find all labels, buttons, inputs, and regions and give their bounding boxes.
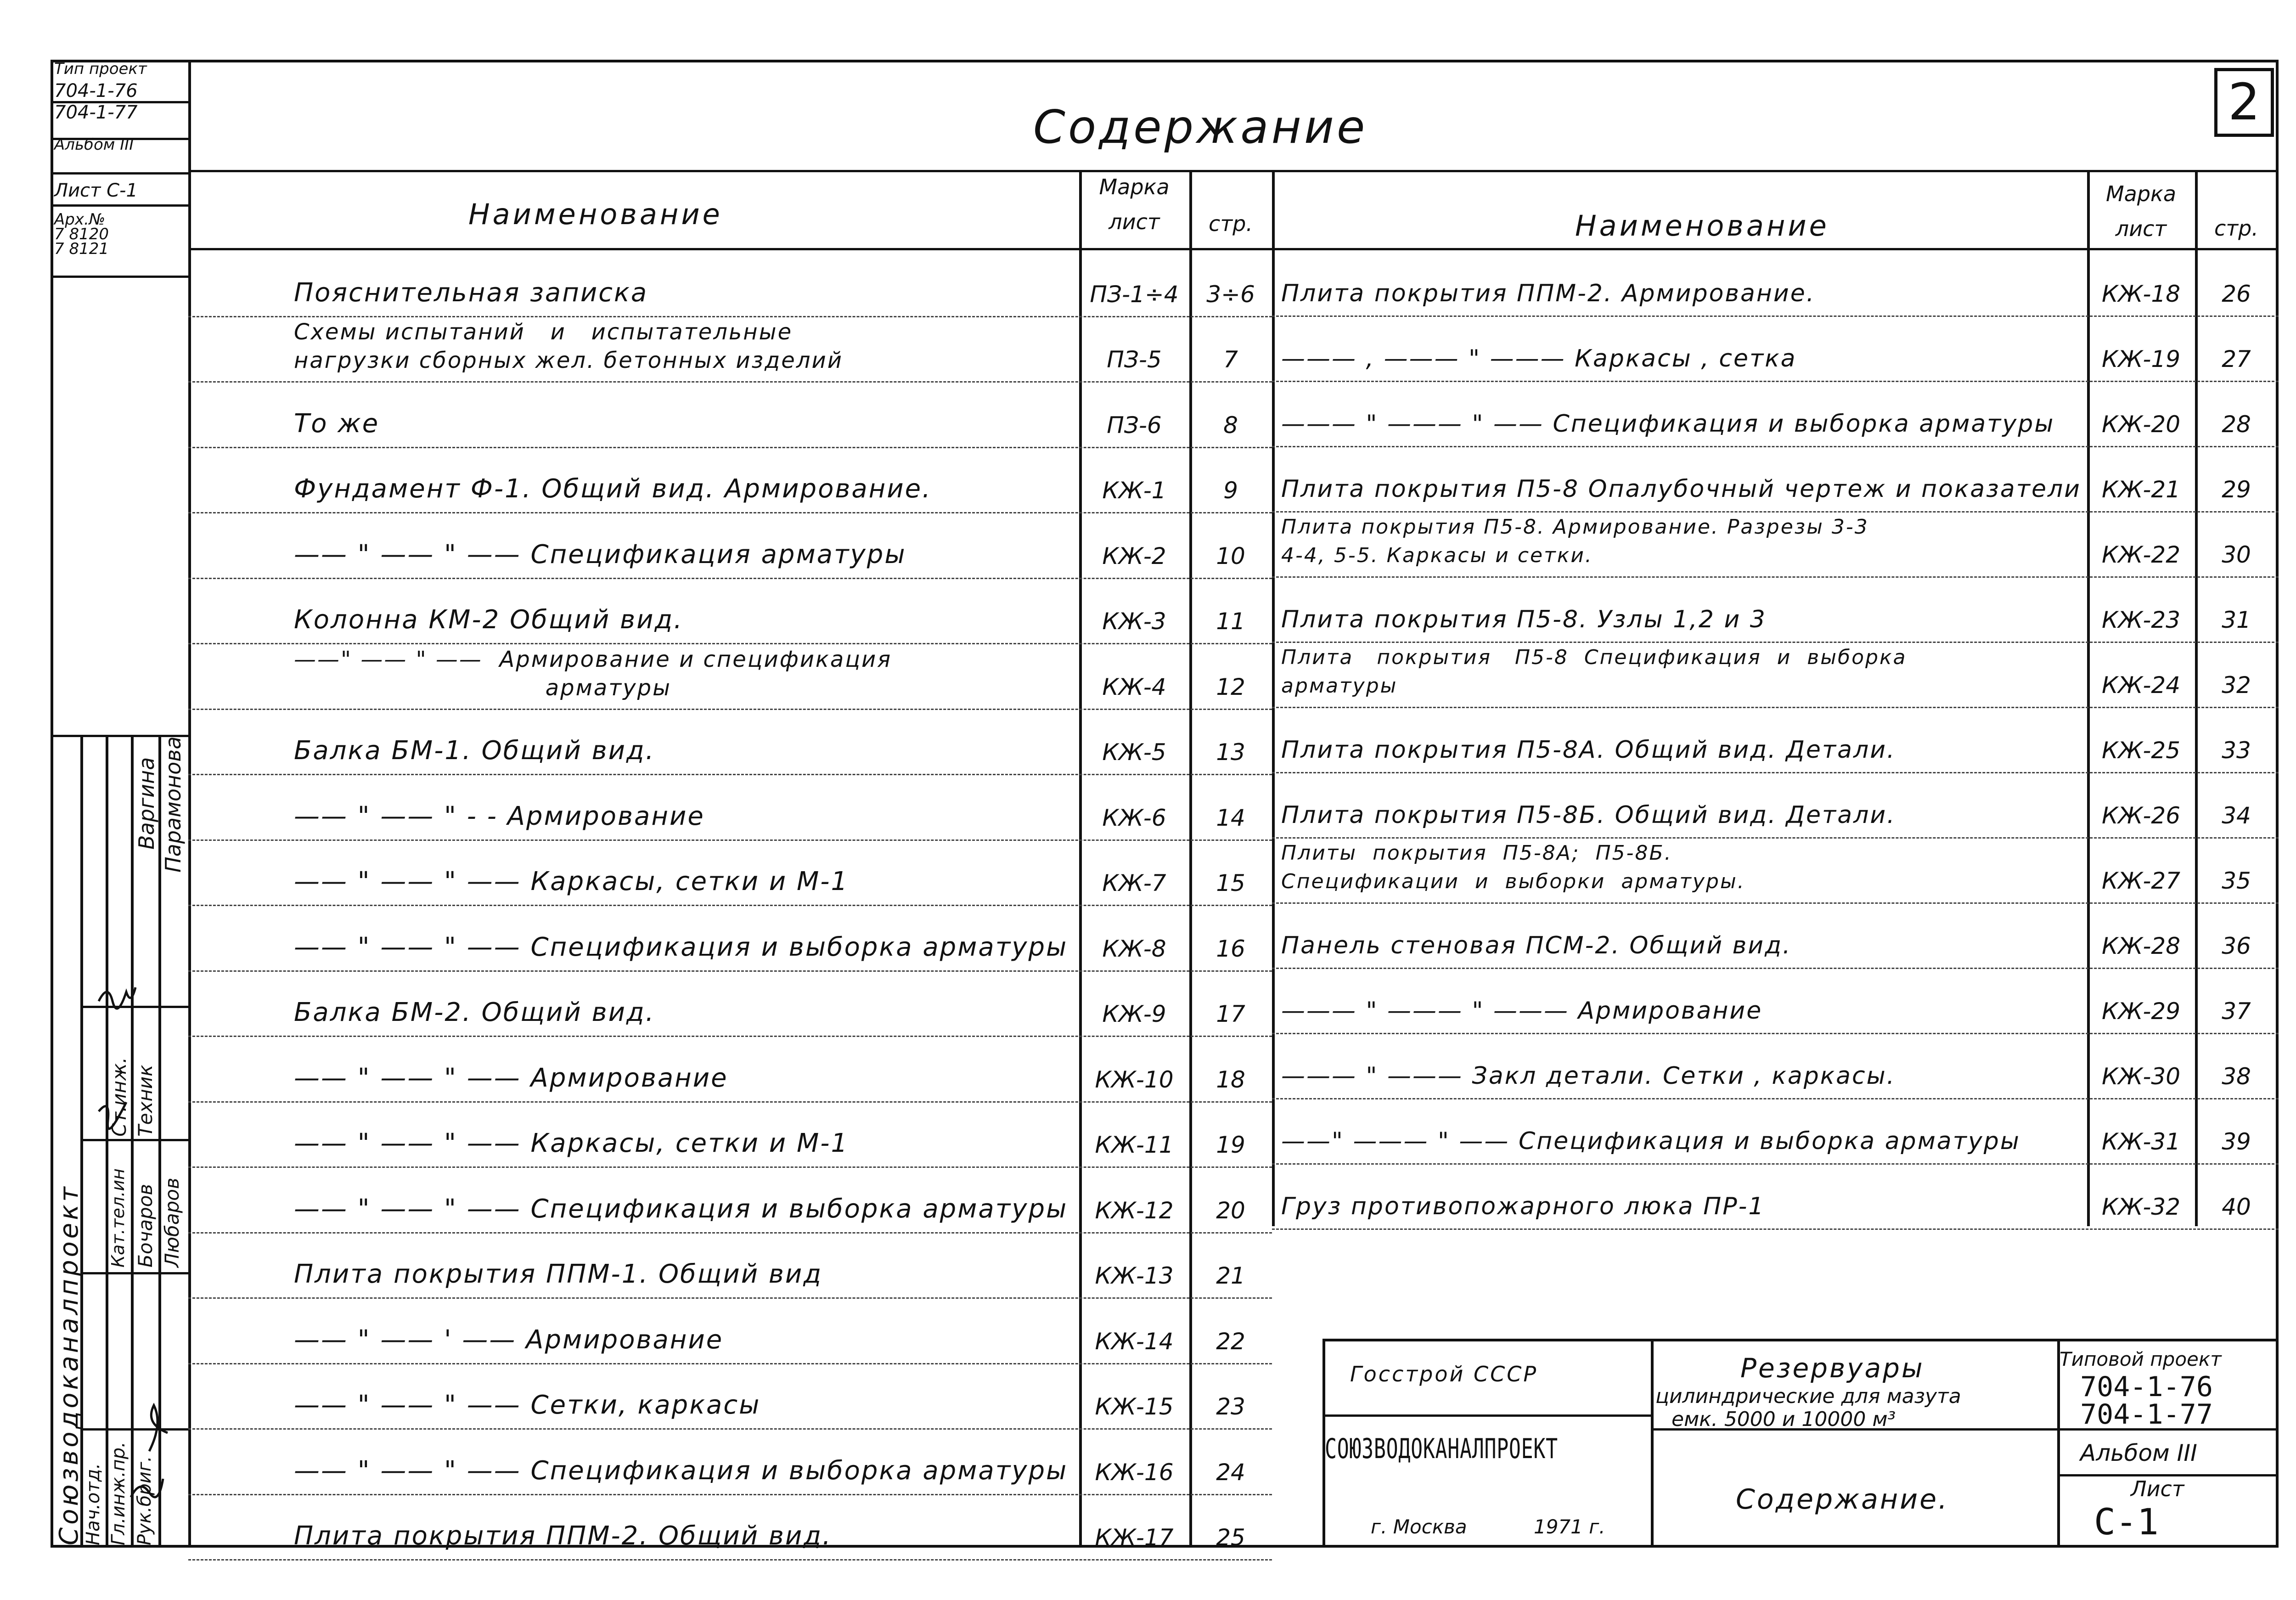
row-mark: КЖ-30 [2101,1063,2181,1090]
row-title: ——— " ——— Закл детали. Сетки , каркасы. [1281,1062,1896,1090]
row-mark: КЖ-11 [1095,1132,1174,1158]
contents-row [294,381,1272,447]
row-mark: КЖ-27 [2101,868,2181,894]
page-number: 2 [2214,68,2274,137]
row-page: 13 [1216,739,1245,766]
row-title: Плита покрытия ППМ-1. Общий вид [294,1259,823,1289]
row-mark: КЖ-28 [2101,933,2181,959]
row-title: —— " —— " —— Спецификация и выборка арматуры [294,932,1068,962]
row-mark: КЖ-16 [1095,1459,1174,1486]
left-header-page: стр. [1209,211,1253,236]
row-mark: КЖ-17 [1095,1524,1174,1551]
row-title: То же [294,408,380,439]
contents-row [294,1428,1272,1494]
row-page: 26 [2222,281,2251,307]
stamp-divider [51,138,188,140]
row-page: 29 [2222,476,2251,503]
stamp-divider [51,276,188,278]
row-page: 12 [1216,673,1245,700]
contents-row [294,1036,1272,1101]
row-mark: КЖ-19 [2101,346,2181,372]
project-number-1: 704-1-76 [2080,1371,2213,1403]
row-page: 34 [2222,802,2251,829]
signer-name: Любаров [161,1177,183,1268]
row-mark: КЖ-3 [1102,608,1166,635]
row-title: Плита покрытия ППМ-2. Общий вид. [294,1521,832,1551]
city: г. Москва [1371,1515,1467,1538]
contents-row [1281,446,2279,511]
contents-row [294,905,1272,970]
row-page: 28 [2222,411,2251,438]
stamp-line: 7 8121 [54,240,109,258]
sheet-label: Лист [2131,1476,2184,1501]
role-label: Нач.отд. [83,1463,104,1545]
institute-name: СОЮЗВОДОКАНАЛПРОЕКТ [1325,1433,1558,1465]
row-title: —— " —— " —— Сетки, каркасы [294,1390,761,1420]
contents-row [1281,1163,2279,1228]
sheet-label: лист [1109,209,1160,234]
row-page: 15 [1216,870,1245,896]
year: 1971 г. [1534,1515,1605,1538]
row-title: —— " —— ' —— Армирование [294,1324,724,1355]
row-page: 31 [2222,607,2251,633]
row-title: Колонна КМ-2 Общий вид. [294,605,683,635]
row-title: —— " —— " —— Армирование [294,1063,728,1093]
row-page: 14 [1216,804,1245,831]
signature-scribbles [80,946,188,1534]
row-title: Плиты покрытия П5-8А; П5-8Б. Спецификации и выборки арматуры. [1281,841,1745,893]
right-header-page: стр. [2214,216,2258,241]
org-vertical-label: Союзводоканалпроект [54,1184,84,1545]
contents-row [1281,772,2279,837]
org-name: Госстрой СССР [1350,1362,1538,1386]
contents-row [294,970,1272,1036]
stamp-line: Лист С-1 [54,180,138,201]
archive-stamp [51,60,188,276]
stamp-line: 704-1-77 [54,102,138,123]
contents-row [294,1101,1272,1167]
contents-row [294,1166,1272,1232]
left-column-line [188,60,191,1548]
contents-row [294,512,1272,578]
row-page: 40 [2222,1194,2251,1220]
page-title: Содержание [1033,100,1368,154]
contents-row [294,447,1272,513]
row-mark: КЖ-32 [2101,1194,2181,1220]
contents-row [294,578,1272,643]
row-page: 35 [2222,868,2251,894]
row-mark: КЖ-22 [2101,541,2181,568]
contents-row [1281,837,2279,902]
row-page: 33 [2222,737,2251,764]
title-block-row [1322,1414,1651,1417]
contents-row [294,643,1272,709]
row-page: 39 [2222,1128,2251,1155]
contents-row [1281,968,2279,1033]
row-mark: КЖ-10 [1095,1066,1174,1093]
contents-row [1281,576,2279,642]
row-page: 25 [1216,1524,1245,1551]
signer-name: Варгина [134,757,159,850]
row-title: Плита покрытия П5-8 Спецификация и выборка арматуры [1281,646,1907,698]
row-page: 27 [2222,346,2251,372]
role-label: Техник [134,1065,157,1137]
type-project-label: Типовой проект [2060,1348,2222,1370]
row-title: —— " —— " —— Спецификация и выборка арматуры [294,1194,1068,1224]
album-label: Альбом III [2080,1440,2197,1466]
mark-label: Марка [1099,175,1170,199]
row-page: 11 [1216,608,1245,635]
row-mark: КЖ-31 [2101,1128,2181,1155]
contents-row [1281,707,2279,772]
row-title: —— " —— " —— Каркасы, сетки и М-1 [294,1128,849,1158]
contents-row [294,1297,1272,1363]
row-mark: ПЗ-5 [1107,346,1162,373]
row-page: 38 [2222,1063,2251,1090]
sheet-number: С-1 [2094,1502,2159,1543]
stamp-divider [51,172,188,175]
role-label: Гл.инж.пр. [108,1442,129,1545]
row-title: Фундамент Ф-1. Общий вид. Армирование. [294,474,932,504]
stamp-line: 7 8120 [54,225,109,243]
contents-row [294,774,1272,839]
row-title: Схемы испытаний и испытательные нагрузки сборных жел. бетонных изделий [294,319,843,373]
row-page: 20 [1216,1197,1245,1224]
row-title: —— " —— " —— Спецификация арматуры [294,539,906,569]
row-mark: КЖ-24 [2101,672,2181,699]
title-block-col [1651,1339,1654,1548]
row-page: 18 [1216,1066,1245,1093]
left-header-mark [1081,175,1187,234]
contents-row [1281,642,2279,707]
row-page: 37 [2222,998,2251,1025]
row-mark: КЖ-1 [1102,477,1166,504]
row-page: 21 [1216,1262,1245,1289]
row-divider [1272,1228,2279,1230]
row-mark: КЖ-15 [1095,1393,1174,1420]
object-line-1: Резервуары [1740,1352,1925,1384]
row-page: 19 [1216,1132,1245,1158]
right-header-name: Наименование [1575,209,1829,242]
row-title: ——" —— " —— Армирование и спецификация арматуры [294,646,892,701]
mark-label: Марка [2105,181,2177,206]
contents-row [1281,902,2279,968]
stamp-line: 704-1-76 [54,80,138,101]
contents-row [294,709,1272,774]
contents-row [1281,1033,2279,1098]
row-title: —— " —— " —— Каркасы, сетки и М-1 [294,867,849,896]
role-label: Кат.тел.ин [108,1168,128,1268]
row-title: Плита покрытия П5-8Б. Общий вид. Детали. [1281,801,1896,829]
row-page: 9 [1223,477,1238,504]
contents-row [294,250,1272,316]
signer-name: Парамонова [161,736,186,873]
role-label: Ст.инж. [108,1057,130,1137]
row-title: Пояснительная записка [294,277,648,308]
row-title: Груз противопожарного люка ПР-1 [1281,1193,1765,1220]
stamp-divider [51,101,188,103]
row-title: Плита покрытия П5-8 Опалубочный чертеж и показатели [1281,475,2081,503]
stamp-line: Арх.№ [54,210,106,229]
row-title: ——" ——— " —— Спецификация и выборка арматуры [1281,1127,2020,1155]
row-mark: КЖ-6 [1102,804,1166,831]
row-title: Балка БМ-2. Общий вид. [294,997,655,1027]
row-page: 17 [1216,1001,1245,1027]
row-mark: ПЗ-1÷4 [1090,281,1179,308]
role-label: Рук.бриг. [134,1456,155,1545]
row-mark: КЖ-20 [2101,411,2181,438]
row-page: 10 [1216,542,1245,569]
row-page: 32 [2222,672,2251,699]
row-mark: КЖ-9 [1102,1001,1166,1027]
row-title: Плита покрытия П5-8. Армирование. Разрезы 3-3 4-4, 5-5. Каркасы и сетки. [1281,515,1869,567]
row-mark: КЖ-14 [1095,1328,1174,1355]
row-mark: КЖ-8 [1102,935,1166,962]
contents-row [1281,511,2279,576]
row-page: 3÷6 [1206,281,1255,308]
contents-row [294,1232,1272,1298]
row-divider [188,1559,1272,1561]
object-line-2: цилиндрические для мазута [1655,1385,1961,1408]
row-page: 30 [2222,541,2251,568]
contents-row [1281,1098,2279,1163]
row-page: 7 [1223,346,1238,373]
row-mark: КЖ-25 [2101,737,2181,764]
row-title: Плита покрытия ППМ-2. Армирование. [1281,280,1816,307]
row-page: 8 [1223,411,1238,439]
row-title: ——— , ——— " ——— Каркасы , сетка [1281,345,1797,372]
row-page: 23 [1216,1393,1245,1420]
row-page: 36 [2222,933,2251,959]
row-mark: КЖ-5 [1102,739,1166,766]
row-mark: ПЗ-6 [1107,411,1162,439]
col-line-middle [1272,170,1275,1226]
contents-row [294,1494,1272,1560]
contents-row [294,316,1272,382]
object-line-3: емк. 5000 и 10000 м³ [1671,1408,1896,1431]
sheet-label: лист [2115,216,2167,241]
row-title: Плита покрытия П5-8. Узлы 1,2 и 3 [1281,606,1767,633]
row-mark: КЖ-18 [2101,281,2181,307]
contents-row [1281,315,2279,381]
row-title: —— " —— " - - Армирование [294,801,705,831]
row-mark: КЖ-23 [2101,607,2181,633]
row-mark: КЖ-13 [1095,1262,1174,1289]
row-page: 24 [1216,1459,1245,1486]
row-title: Плита покрытия П5-8А. Общий вид. Детали. [1281,736,1896,764]
left-header-name: Наименование [468,197,723,231]
row-mark: КЖ-7 [1102,870,1166,896]
row-page: 22 [1216,1328,1245,1355]
row-mark: КЖ-2 [1102,542,1166,569]
row-title: ——— " ——— " ——— Армирование [1281,997,1763,1025]
sheet-title: Содержание. [1736,1483,1949,1515]
row-title: Балка БМ-1. Общий вид. [294,736,655,766]
contents-row [1281,250,2279,315]
stamp-divider [51,204,188,207]
project-number-2: 704-1-77 [2080,1398,2213,1431]
contents-row [1281,381,2279,446]
row-mark: КЖ-12 [1095,1197,1174,1224]
row-page: 16 [1216,935,1245,962]
stamp-line: Альбом III [54,135,134,154]
contents-row [294,839,1272,905]
row-mark: КЖ-29 [2101,998,2181,1025]
row-title: ——— " ——— " —— Спецификация и выборка арматуры [1281,410,2055,438]
right-header-mark [2089,181,2193,241]
signer-name: Бочаров [134,1183,157,1268]
row-title: Панель стеновая ПСМ-2. Общий вид. [1281,932,1792,959]
stamp-line: Тип проект [54,60,147,78]
row-mark: КЖ-26 [2101,802,2181,829]
contents-row [294,1363,1272,1429]
row-title: —— " —— " —— Спецификация и выборка арматуры [294,1455,1068,1486]
title-divider [188,170,2279,172]
row-mark: КЖ-21 [2101,476,2181,503]
row-mark: КЖ-4 [1102,673,1166,700]
